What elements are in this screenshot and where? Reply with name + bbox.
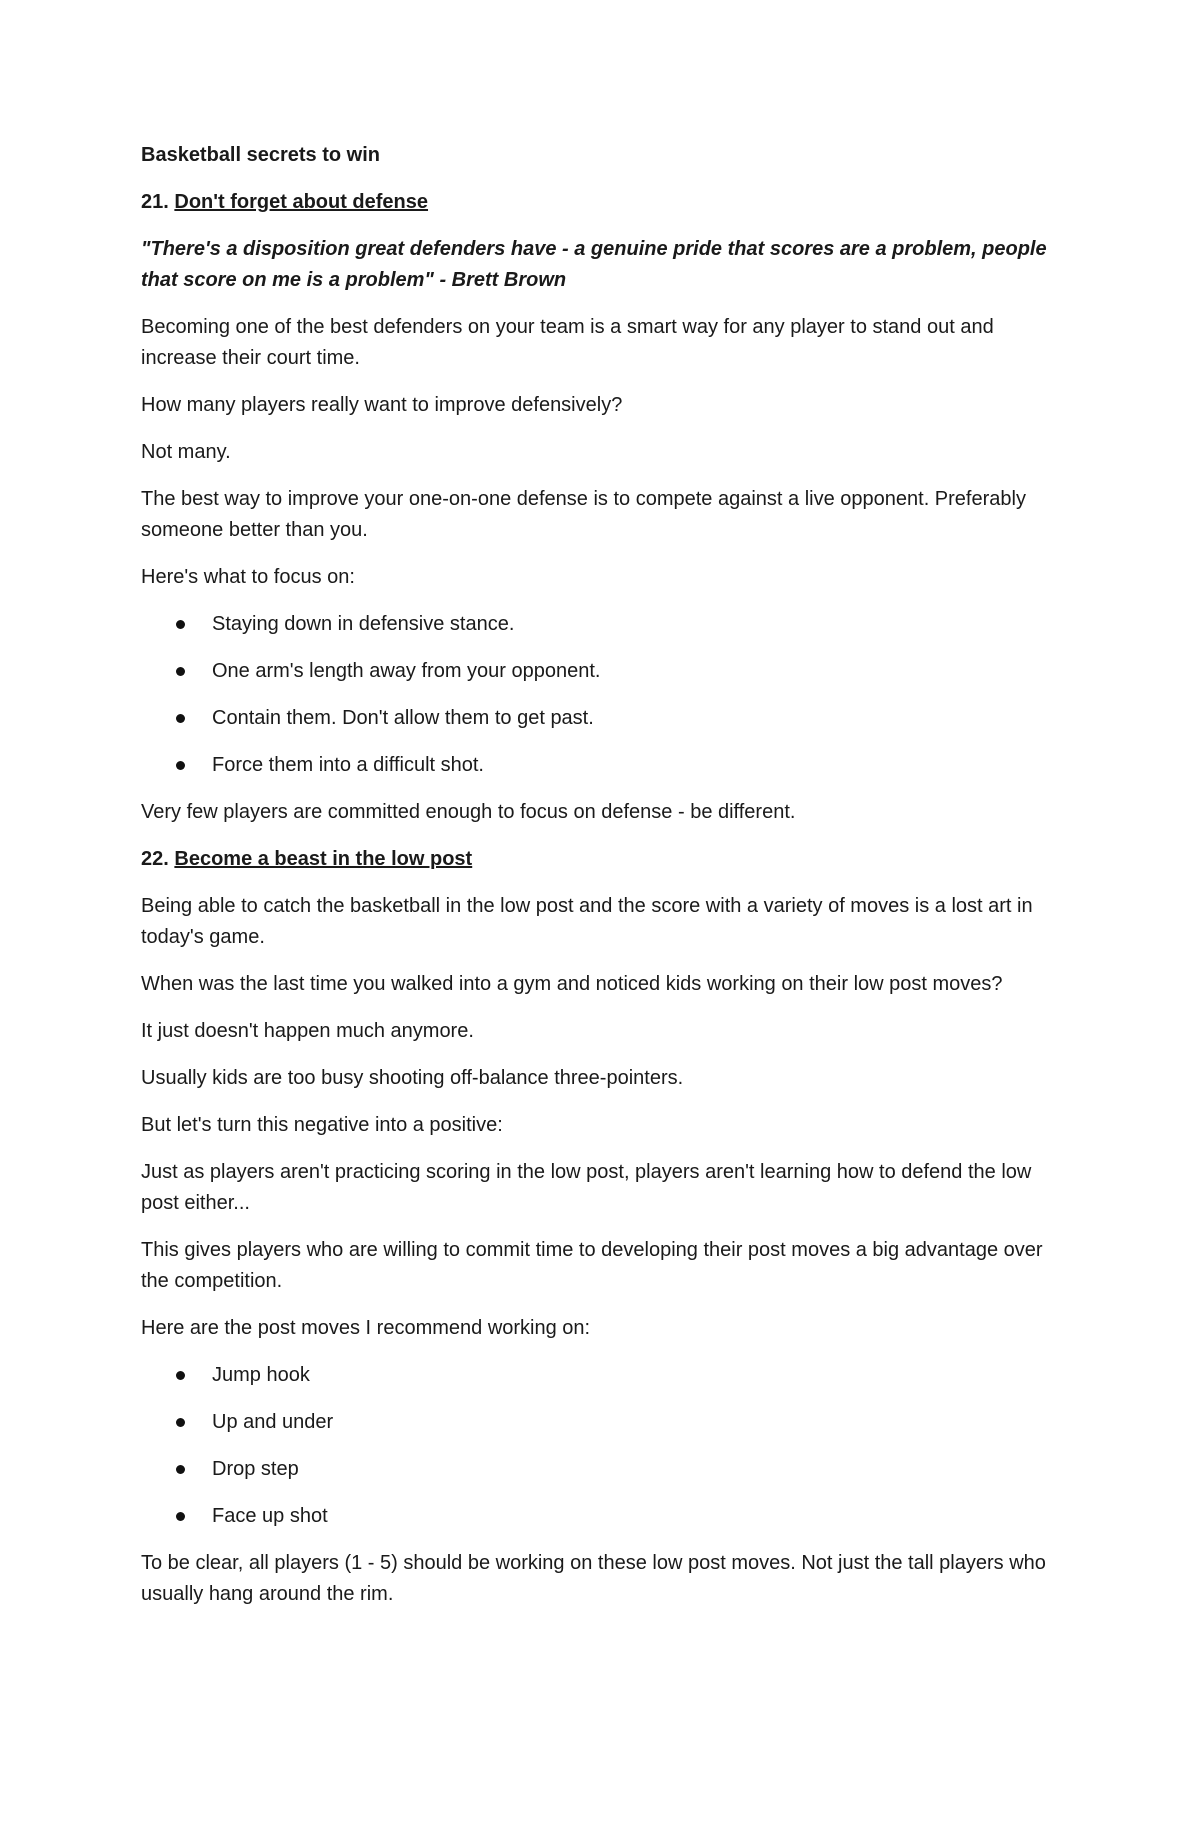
list-item-text: Jump hook bbox=[212, 1364, 310, 1386]
section-21-title: Don't forget about defense bbox=[174, 191, 429, 213]
list-item bbox=[141, 703, 1061, 734]
bullet-icon bbox=[176, 1371, 185, 1380]
bullet-icon bbox=[176, 714, 185, 723]
section-22-title: Become a beast in the low post bbox=[174, 848, 473, 870]
defense-focus-list bbox=[141, 609, 1061, 781]
list-item-text: Staying down in defensive stance. bbox=[212, 613, 515, 635]
list-item bbox=[141, 750, 1061, 781]
document-title: Basketball secrets to win bbox=[141, 144, 380, 166]
list-item bbox=[141, 656, 1061, 687]
section-22-paragraph-9: To be clear, all players (1 - 5) should be working on these low post moves. Not just the tall players who usually hang around the rim. bbox=[141, 1552, 1046, 1605]
section-22-paragraph-6: Just as players aren't practicing scoring in the low post, players aren't learning how to defend the low post either... bbox=[141, 1161, 1032, 1214]
list-item-text: Contain them. Don't allow them to get past. bbox=[212, 707, 594, 729]
bullet-icon bbox=[176, 1512, 185, 1521]
bullet-icon bbox=[176, 761, 185, 770]
brett-brown-quote: "There's a disposition great defenders have - a genuine pride that scores are a problem, people that score on me is a problem" - Brett Brown bbox=[141, 238, 1047, 291]
section-21-paragraph-6: Very few players are committed enough to focus on defense - be different. bbox=[141, 801, 796, 823]
section-21-paragraph-3: Not many. bbox=[141, 441, 231, 463]
section-22-paragraph-4: Usually kids are too busy shooting off-balance three-pointers. bbox=[141, 1067, 684, 1089]
section-22-paragraph-3: It just doesn't happen much anymore. bbox=[141, 1020, 474, 1042]
list-item bbox=[141, 1407, 1061, 1438]
section-22-heading bbox=[141, 844, 1061, 875]
list-item bbox=[141, 609, 1061, 640]
list-item-text: One arm's length away from your opponent. bbox=[212, 660, 601, 682]
list-item-text: Up and under bbox=[212, 1411, 334, 1433]
section-21-paragraph-5: Here's what to focus on: bbox=[141, 566, 355, 588]
section-22-paragraph-7: This gives players who are willing to commit time to developing their post moves a big advantage over the competition. bbox=[141, 1239, 1043, 1292]
section-21-paragraph-4: The best way to improve your one-on-one defense is to compete against a live opponent. Preferably someone better than you. bbox=[141, 488, 1026, 541]
document-page bbox=[141, 140, 1061, 1626]
section-22-paragraph-1: Being able to catch the basketball in the low post and the score with a variety of moves is a lost art in today's game. bbox=[141, 895, 1033, 948]
bullet-icon bbox=[176, 667, 185, 676]
list-item-text: Face up shot bbox=[212, 1505, 328, 1527]
bullet-icon bbox=[176, 620, 185, 629]
section-21-number: 21. bbox=[141, 191, 169, 213]
list-item-text: Force them into a difficult shot. bbox=[212, 754, 484, 776]
section-21-heading bbox=[141, 187, 1061, 218]
list-item bbox=[141, 1360, 1061, 1391]
section-22-paragraph-2: When was the last time you walked into a gym and noticed kids working on their low post moves? bbox=[141, 973, 1003, 995]
section-22-paragraph-8: Here are the post moves I recommend working on: bbox=[141, 1317, 591, 1339]
list-item-text: Drop step bbox=[212, 1458, 299, 1480]
list-item bbox=[141, 1501, 1061, 1532]
section-21-paragraph-1: Becoming one of the best defenders on your team is a smart way for any player to stand out and increase their court time. bbox=[141, 316, 994, 369]
bullet-icon bbox=[176, 1418, 185, 1427]
section-21-paragraph-2: How many players really want to improve defensively? bbox=[141, 394, 623, 416]
section-22-paragraph-5: But let's turn this negative into a positive: bbox=[141, 1114, 503, 1136]
list-item bbox=[141, 1454, 1061, 1485]
post-moves-list bbox=[141, 1360, 1061, 1532]
bullet-icon bbox=[176, 1465, 185, 1474]
section-22-number: 22. bbox=[141, 848, 169, 870]
